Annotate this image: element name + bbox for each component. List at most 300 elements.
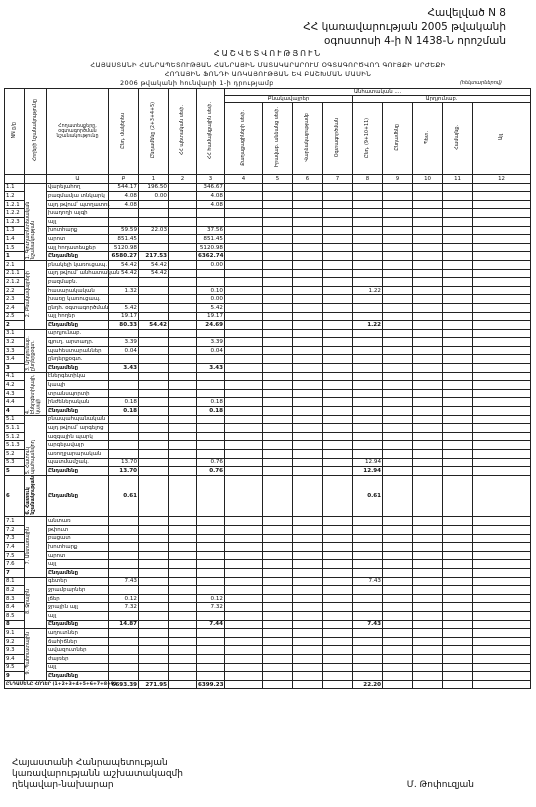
value-cell [169,569,197,578]
grand-total-label: ԸՆԴԱՄԵՆԸ ՀՈՂԵՐ (1+2+3+4+5+6+7+8+9) [6,682,117,688]
value-cell [443,569,473,578]
value-cell [383,620,413,629]
value-cell [169,389,197,398]
value-cell [443,243,473,252]
row-label: բնապահպանական [47,415,109,424]
value-cell [263,458,293,467]
value-cell [413,663,443,672]
value-cell [413,603,443,612]
head-col-0: Ընդ. մակերես [109,89,139,175]
value-cell [293,594,323,603]
value-cell [139,407,169,416]
value-cell [383,372,413,381]
value-cell: 0.61 [109,475,139,517]
value-cell [169,441,197,450]
value-cell [169,192,197,201]
value-cell [473,543,531,552]
table-row [5,637,531,646]
value-cell [293,424,323,433]
row-number: 5.1.1 [5,424,25,433]
value-cell [353,372,383,381]
value-cell [225,526,263,535]
head-sub2: Արդյունաբ. [353,96,531,103]
value-cell [413,629,443,638]
value-cell [443,278,473,287]
value-cell [323,209,353,218]
head-group: Հողերի նշանակությունը [25,89,47,175]
value-cell [473,260,531,269]
head-col-11: Համայնք. [443,103,473,175]
value-cell [263,586,293,595]
value-cell [225,441,263,450]
value-cell [383,381,413,390]
value-cell [353,243,383,252]
value-cell [197,611,225,620]
value-cell [473,611,531,620]
value-cell: 7.43 [109,577,139,586]
row-label: այդ թվում՝ պտղատու [48,201,110,208]
value-cell [353,209,383,218]
row-number: 2.1 [5,260,25,269]
group-label: 8. Ջրային [26,589,31,615]
land-balance-table [4,88,531,689]
value-cell: 851.45 [197,235,225,244]
value-cell [225,534,263,543]
grand-total-value [443,680,473,689]
value-cell [169,611,197,620]
value-cell [293,329,323,338]
table-row [5,321,531,330]
value-cell [169,312,197,321]
value-cell [413,475,443,517]
value-cell [383,432,413,441]
value-cell [169,217,197,226]
column-number-cell: 6 [293,175,323,184]
value-cell [383,217,413,226]
value-cell [197,424,225,433]
value-cell [473,389,531,398]
value-cell [443,637,473,646]
value-cell [323,637,353,646]
value-cell [413,569,443,578]
value-cell [323,560,353,569]
value-cell [443,543,473,552]
value-cell [197,355,225,364]
value-cell: 59.59 [109,226,139,235]
value-cell [413,424,443,433]
value-cell: 4.08 [197,200,225,209]
value-cell [413,295,443,304]
value-cell [225,346,263,355]
value-cell [353,346,383,355]
value-cell [139,611,169,620]
value-cell [139,629,169,638]
value-cell: 1.22 [353,286,383,295]
value-cell: 0.04 [109,346,139,355]
value-cell [293,534,323,543]
value-cell [225,603,263,612]
value-cell [109,517,139,526]
value-cell [353,183,383,192]
value-cell [413,586,443,595]
row-number: 1.3 [5,226,25,235]
value-cell [139,654,169,663]
row-number: 2.1.1 [5,269,25,278]
column-number-cell: Ա [47,175,109,184]
value-cell: 6362.74 [198,253,224,260]
value-cell [139,646,169,655]
value-cell [293,389,323,398]
value-cell [383,526,413,535]
value-cell [413,398,443,407]
value-cell [323,260,353,269]
value-cell [413,526,443,535]
value-cell [443,200,473,209]
row-number: 7.2 [5,526,25,535]
head-col-10: Պետ. [413,103,443,175]
value-cell [323,286,353,295]
value-cell [413,321,443,330]
value-cell [473,569,531,578]
value-cell [139,295,169,304]
table-row [5,381,531,390]
row-label: այլ [47,217,109,226]
value-cell [413,243,443,252]
group-label-cell [25,475,47,517]
value-cell [443,329,473,338]
value-cell [225,338,263,347]
value-cell [169,381,197,390]
value-cell [413,620,443,629]
value-cell [323,646,353,655]
table-row [5,526,531,535]
value-cell [473,329,531,338]
value-cell [225,543,263,552]
value-cell [383,398,413,407]
value-cell [443,346,473,355]
row-number: 9.1 [5,629,25,638]
value-cell [293,526,323,535]
value-cell [473,321,531,330]
value-cell [383,450,413,459]
value-cell [139,303,169,312]
value-cell [225,389,263,398]
value-cell [413,217,443,226]
grand-total-value [473,680,531,689]
value-cell [383,543,413,552]
value-cell [197,629,225,638]
value-cell [197,637,225,646]
row-label: բնակելի կառուցապ. [48,261,108,268]
row-number: 5.1.3 [5,441,25,450]
value-cell [263,398,293,407]
value-cell [293,303,323,312]
grand-total-value [293,680,323,689]
value-cell: 14.87 [109,620,139,629]
value-cell [383,663,413,672]
row-label: խոտհարք [47,543,109,552]
value-cell [263,235,293,244]
row-label: այլ հողեր [47,312,109,321]
table-row [5,620,531,629]
value-cell [443,672,473,681]
value-cell [413,577,443,586]
value-cell [293,372,323,381]
group-label: 5. Հատուկ պահպանվող [26,439,37,474]
value-cell [473,441,531,450]
value-cell [263,260,293,269]
row-label: գյուղ. արտադր. [47,338,109,347]
value-cell [293,551,323,560]
value-cell [323,295,353,304]
value-cell [263,517,293,526]
value-cell [109,551,139,560]
value-cell [353,200,383,209]
value-cell [323,526,353,535]
value-cell [225,209,263,218]
column-number-cell [25,175,47,184]
row-number: 4.3 [5,389,25,398]
value-cell [109,560,139,569]
row-label: խոտհարք [47,226,109,235]
value-cell [473,450,531,459]
row-number: 3.1 [5,329,25,338]
row-number: 2.1.2 [5,278,25,287]
value-cell [353,364,383,373]
value-cell [197,441,225,450]
value-cell [413,278,443,287]
row-number: 5.3 [5,458,25,467]
value-cell [263,243,293,252]
row-label: այլ հողատեսքեր [47,243,109,252]
value-cell [293,620,323,629]
value-cell [413,611,443,620]
row-number: 1.5 [5,243,25,252]
value-cell [263,594,293,603]
table-row [5,398,531,407]
header-line-2: ՀՀ կառավարության 2005 թվականի [303,21,506,33]
value-cell [383,364,413,373]
value-cell [293,543,323,552]
value-cell [443,389,473,398]
value-cell [225,458,263,467]
value-cell [473,278,531,287]
value-cell [473,252,531,261]
value-cell [139,235,169,244]
row-number: 5.2 [5,450,25,459]
table-row [5,594,531,603]
value-cell [225,235,263,244]
value-cell [323,407,353,416]
row-number: 2.5 [5,312,25,321]
value-cell [139,672,169,681]
value-cell [443,654,473,663]
value-cell [293,475,323,517]
value-cell [353,226,383,235]
value-cell [473,295,531,304]
value-cell [169,338,197,347]
value-cell [225,278,263,287]
value-cell [293,295,323,304]
value-cell [169,364,197,373]
value-cell [139,560,169,569]
row-number: 1.1 [5,183,25,192]
value-cell [263,569,293,578]
row-number: 2.4 [5,303,25,312]
value-cell [293,192,323,201]
table-row [5,209,531,218]
grand-total-value [169,680,197,689]
grand-total-row [5,680,531,689]
row-number: 5.1 [5,415,25,424]
report-date: 2006 թվականի հունվարի 1-ի դրությամբ [120,79,274,87]
column-number-cell: 9 [383,175,413,184]
value-cell [353,260,383,269]
value-cell [353,389,383,398]
value-cell [443,407,473,416]
value-cell [263,611,293,620]
row-label: ընդհ. օգտագործման [48,304,109,311]
row-label: ճահիճներ [47,637,109,646]
value-cell [139,200,169,209]
value-cell [197,577,225,586]
table-row [5,372,531,381]
head-name: Հողատեսքերը, օգտագործման նշանակությունը [47,89,109,175]
value-cell [293,398,323,407]
value-cell [263,526,293,535]
value-cell [293,517,323,526]
value-cell [293,209,323,218]
value-cell [169,235,197,244]
value-cell [263,551,293,560]
row-label: առողջարարական [47,450,109,459]
table-row [5,338,531,347]
value-cell [353,407,383,416]
value-cell [413,338,443,347]
value-cell [383,672,413,681]
value-cell [293,235,323,244]
value-cell [197,209,225,218]
value-cell [109,637,139,646]
value-cell [109,534,139,543]
row-number: 2.3 [5,295,25,304]
value-cell [353,560,383,569]
value-cell [413,594,443,603]
value-cell [413,346,443,355]
value-cell [225,551,263,560]
value-cell [139,517,169,526]
value-cell [353,517,383,526]
value-cell: 1.32 [109,286,139,295]
table-row [5,200,531,209]
value-cell [323,346,353,355]
row-label: ջրային այլ [47,603,109,612]
value-cell [383,560,413,569]
value-cell [225,372,263,381]
value-cell [443,620,473,629]
value-cell [413,458,443,467]
value-cell: 19.17 [109,312,139,321]
value-cell: 3.43 [197,364,225,373]
value-cell [263,338,293,347]
table-row [5,543,531,552]
value-cell [293,243,323,252]
value-cell [109,295,139,304]
value-cell [169,243,197,252]
value-cell [473,560,531,569]
value-cell [109,672,139,681]
value-cell [323,415,353,424]
signatory-title [12,758,183,791]
value-cell [443,372,473,381]
value-cell [323,243,353,252]
value-cell [323,475,353,517]
value-cell [263,364,293,373]
value-cell [109,424,139,433]
group-label-cell [25,329,47,372]
value-cell [383,286,413,295]
value-cell [169,526,197,535]
value-cell [263,560,293,569]
value-cell [109,441,139,450]
value-cell [225,192,263,201]
row-number: 5 [5,467,25,476]
value-cell [169,260,197,269]
value-cell [263,467,293,476]
value-cell [323,200,353,209]
value-cell [473,303,531,312]
value-cell [263,269,293,278]
grand-total-value [323,680,353,689]
value-cell [383,637,413,646]
value-cell [197,551,225,560]
value-cell [169,629,197,638]
value-cell [323,620,353,629]
value-cell [323,329,353,338]
value-cell [139,475,169,517]
row-number: 8.4 [5,603,25,612]
value-cell [139,209,169,218]
head-col-5: Իրավաբ. անձանց սեփ. [263,103,293,175]
value-cell [225,269,263,278]
value-cell [443,611,473,620]
value-cell [293,467,323,476]
value-cell [293,278,323,287]
value-cell [169,424,197,433]
row-number: 6 [5,475,25,517]
value-cell [473,424,531,433]
value-cell [443,629,473,638]
table-row [5,278,531,287]
column-number-cell [5,175,25,184]
value-cell [473,217,531,226]
group-label-cell [25,517,47,577]
value-cell [443,364,473,373]
value-cell [139,415,169,424]
row-label: Ընդամենը [47,475,109,517]
value-cell [225,663,263,672]
row-number: 8 [5,620,25,629]
row-number: 8.3 [5,594,25,603]
value-cell [197,654,225,663]
value-cell [353,398,383,407]
value-cell [413,407,443,416]
table-row [5,312,531,321]
value-cell [139,381,169,390]
value-cell [383,594,413,603]
value-cell [169,355,197,364]
value-cell [169,295,197,304]
